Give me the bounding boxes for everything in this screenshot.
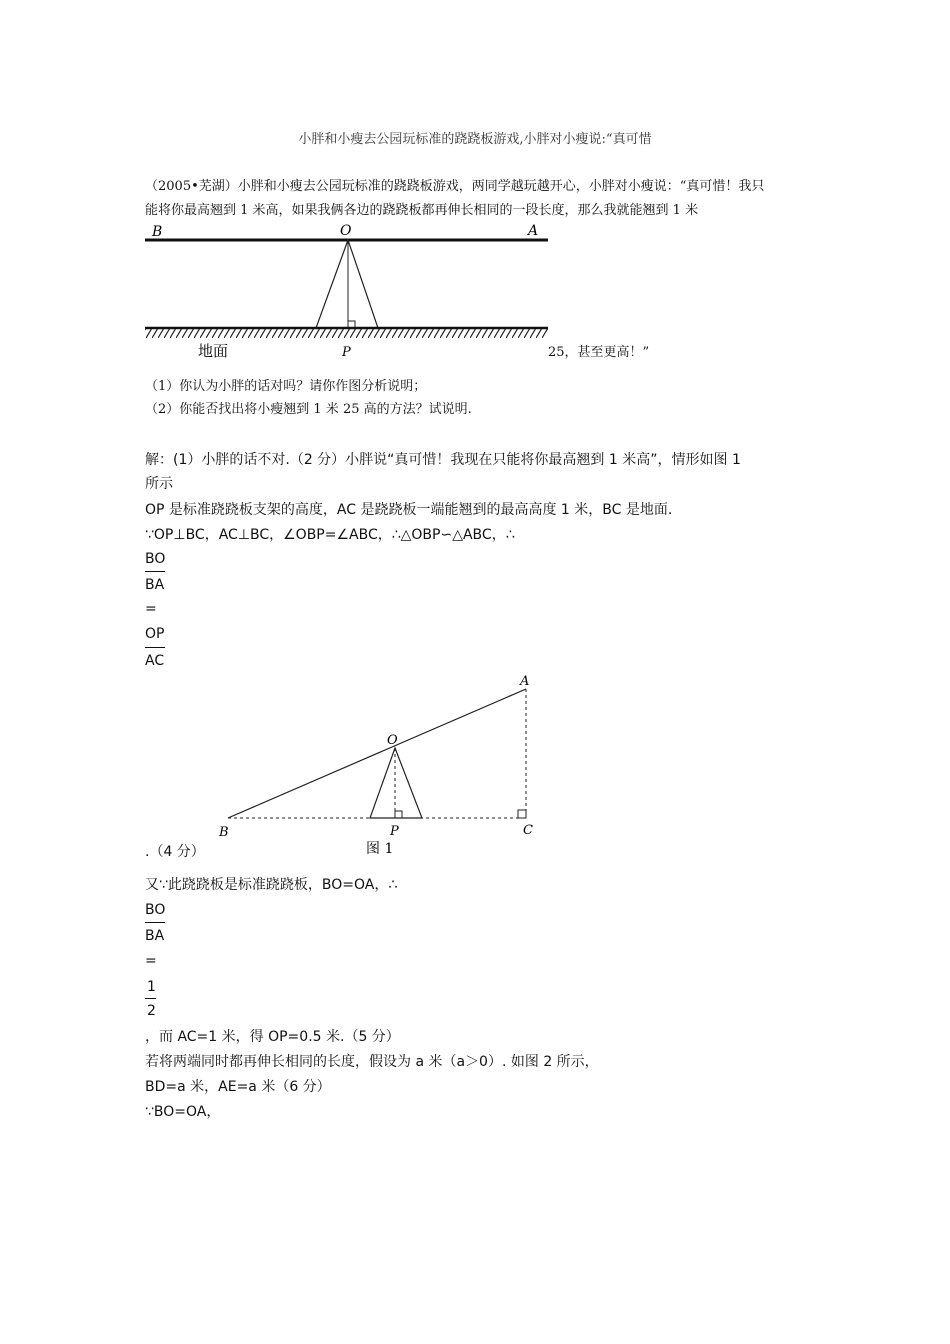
solution-line-1: 解：(1）小胖的话不对.（2 分）小胖说“真可惜！我现在只能将你最高翘到 1 米高”，情形如图 1 <box>145 452 741 468</box>
label-b: B <box>219 825 229 840</box>
document-title: 小胖和小瘦去公园玩标准的跷跷板游戏,小胖对小瘦说:“真可惜 <box>298 132 652 147</box>
fraction-1-bar <box>145 571 165 572</box>
question-2: （2）你能否找出将小瘦翘到 1 米 25 高的方法？试说明. <box>145 402 472 417</box>
support-triangle <box>370 748 422 818</box>
label-o: O <box>387 733 398 748</box>
solution-line-6: ，而 AC=1 米，得 OP=0.5 米.（5 分） <box>145 1029 400 1045</box>
label-a: A <box>528 223 539 239</box>
right-angle-mark-p <box>395 811 402 818</box>
label-p: P <box>342 345 351 360</box>
problem-line-1: （2005•芜湖）小胖和小瘦去公园玩标准的跷跷板游戏，两同学越玩越开心，小胖对小瘦说：“真可惜！我只 <box>145 179 765 194</box>
solution-line-2: 所示 <box>145 476 173 492</box>
label-p: P <box>390 824 399 839</box>
question-1: （1）你认为小胖的话对吗？请你作图分析说明； <box>145 379 427 394</box>
fraction-2-denominator: AC <box>145 653 165 669</box>
fraction-3-numerator: BO <box>145 902 166 918</box>
right-angle-mark-c <box>518 810 526 818</box>
ground-hatch <box>145 328 548 338</box>
equals-sign-2: = <box>145 953 157 969</box>
fraction-4-denominator: 2 <box>147 1003 156 1019</box>
solution-line-9: ∵BO=OA， <box>145 1104 221 1120</box>
fraction-3-denominator: BA <box>145 928 165 944</box>
solution-line-8: BD=a 米，AE=a 米（6 分） <box>145 1079 331 1095</box>
ground-label: 地面 <box>198 342 229 360</box>
fraction-3-bar <box>145 922 165 923</box>
fraction-4-bar <box>145 998 156 999</box>
label-b: B <box>152 224 163 240</box>
problem-line-3: 25，甚至更高！” <box>548 345 650 360</box>
label-o: O <box>340 223 352 239</box>
figure-1-caption: 图 1 <box>366 841 394 857</box>
problem-line-2: 能将你最高翘到 1 米高，如果我俩各边的跷跷板都再伸长相同的一段长度，那么我就能翘到 1 米 <box>145 203 699 218</box>
solution-line-4: ∵OP⊥BC，AC⊥BC，∠OBP=∠ABC，∴△OBP∽△ABC，∴ <box>145 527 515 543</box>
fraction-1-numerator: BO <box>145 551 166 567</box>
score-note: .（4 分） <box>145 844 205 860</box>
label-c: C <box>523 823 533 838</box>
figure-1 <box>210 668 550 863</box>
equals-sign-1: = <box>145 601 157 617</box>
fraction-4-numerator: 1 <box>147 979 156 995</box>
seesaw-figure <box>140 218 560 368</box>
fraction-2-numerator: OP <box>145 626 165 642</box>
fraction-2-bar <box>145 647 165 648</box>
label-a: A <box>520 674 530 689</box>
solution-line-5: 又∵此跷跷板是标准跷跷板，BO=OA，∴ <box>145 877 398 893</box>
solution-line-3: OP 是标准跷跷板支架的高度，AC 是跷跷板一端能翘到的最高高度 1 米，BC 是地面. <box>145 502 673 518</box>
seesaw-support <box>316 240 378 328</box>
solution-line-7: 若将两端同时都再伸长相同的长度，假设为 a 米（a＞0）. 如图 2 所示， <box>145 1054 599 1070</box>
fraction-1-denominator: BA <box>145 577 165 593</box>
